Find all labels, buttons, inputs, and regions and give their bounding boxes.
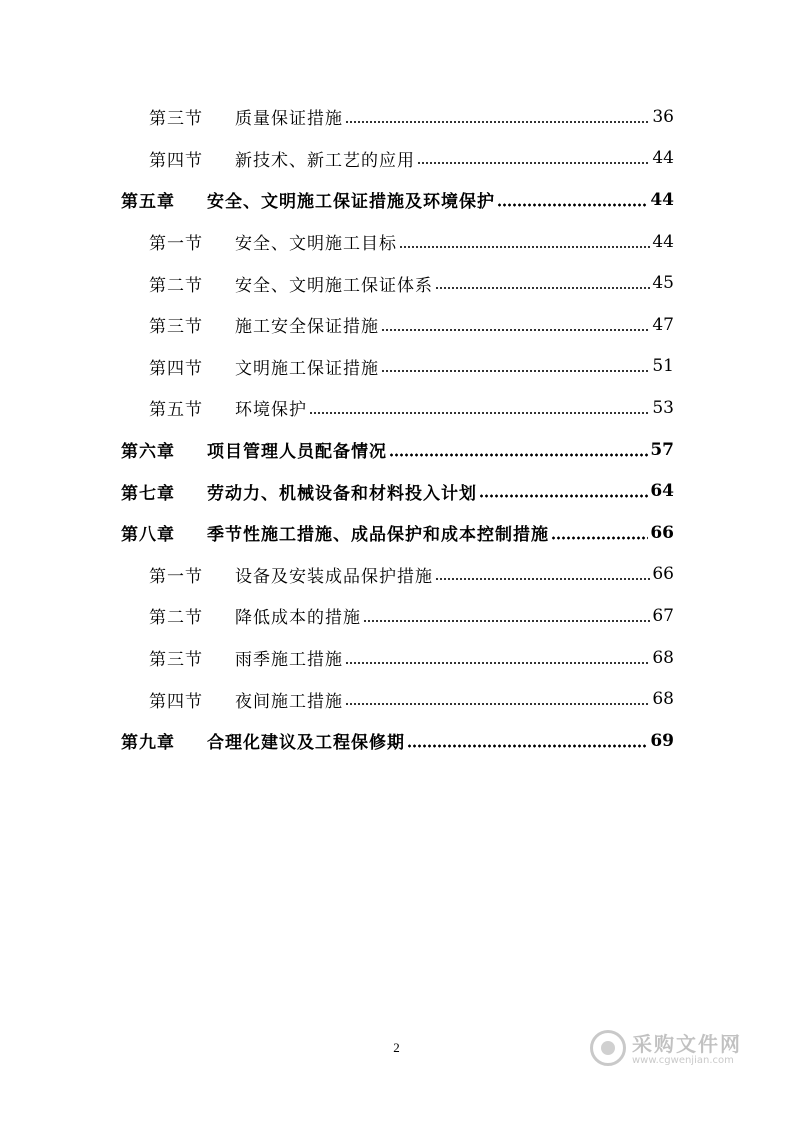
- toc-dot-leader: [497, 203, 648, 207]
- toc-entry-section[interactable]: [0, 96, 793, 138]
- toc-dot-leader: [345, 120, 650, 124]
- toc-entry-chapter[interactable]: [0, 470, 793, 512]
- toc-dot-leader: [399, 245, 650, 249]
- toc-dot-leader: [435, 577, 650, 581]
- toc-entry-page: 64: [650, 481, 674, 502]
- toc-entry-number: 第三节: [149, 650, 203, 671]
- toc-dot-leader: [551, 536, 648, 540]
- toc-entry-page: 69: [650, 730, 674, 751]
- toc-entry-page: 66: [650, 522, 674, 543]
- toc-entry-title: 新技术、新工艺的应用: [235, 150, 415, 171]
- toc-dot-leader: [407, 744, 648, 748]
- toc-entry-title: 雨季施工措施: [235, 650, 343, 671]
- toc-dot-leader: [417, 161, 650, 165]
- toc-dot-leader: [381, 328, 650, 332]
- toc-entry-section[interactable]: [0, 637, 793, 679]
- watermark-name: 采购文件网: [632, 1032, 742, 1056]
- table-of-contents: [0, 96, 793, 762]
- watermark-logo-icon: [590, 1030, 626, 1066]
- toc-entry-page: 53: [652, 397, 674, 418]
- toc-entry-page: 47: [652, 314, 674, 335]
- toc-entry-section[interactable]: [0, 346, 793, 388]
- toc-entry-page: 68: [652, 689, 674, 710]
- toc-dot-leader: [479, 494, 648, 498]
- toc-entry-number: 第五节: [149, 400, 203, 421]
- toc-entry-title: 季节性施工措施、成品保护和成本控制措施: [207, 525, 549, 546]
- toc-entry-title: 项目管理人员配备情况: [207, 442, 387, 463]
- toc-entry-title: 环境保护: [235, 400, 307, 421]
- toc-entry-section[interactable]: [0, 595, 793, 637]
- toc-entry-section[interactable]: [0, 304, 793, 346]
- toc-entry-section[interactable]: [0, 678, 793, 720]
- toc-entry-chapter[interactable]: [0, 720, 793, 762]
- toc-entry-section[interactable]: [0, 262, 793, 304]
- toc-entry-title: 安全、文明施工目标: [235, 234, 397, 255]
- toc-entry-chapter[interactable]: [0, 429, 793, 471]
- toc-entry-section[interactable]: [0, 221, 793, 263]
- toc-entry-chapter[interactable]: [0, 179, 793, 221]
- toc-entry-number: 第四节: [149, 150, 203, 171]
- toc-entry-title: 降低成本的措施: [235, 608, 361, 629]
- toc-entry-number: 第七章: [121, 483, 175, 504]
- toc-entry-page: 44: [652, 231, 674, 252]
- toc-dot-leader: [363, 619, 650, 623]
- toc-entry-number: 第一节: [149, 234, 203, 255]
- toc-dot-leader: [345, 661, 650, 665]
- toc-entry-title: 劳动力、机械设备和材料投入计划: [207, 483, 477, 504]
- watermark: [590, 1026, 750, 1076]
- toc-entry-number: 第三节: [149, 317, 203, 338]
- toc-entry-section[interactable]: [0, 387, 793, 429]
- toc-dot-leader: [345, 702, 650, 706]
- toc-entry-page: 51: [652, 356, 674, 377]
- toc-entry-number: 第四节: [149, 358, 203, 379]
- page-number: 2: [393, 1040, 400, 1055]
- toc-entry-title: 安全、文明施工保证措施及环境保护: [207, 192, 495, 213]
- toc-entry-number: 第八章: [121, 525, 175, 546]
- toc-dot-leader: [389, 453, 648, 457]
- toc-entry-title: 设备及安装成品保护措施: [235, 566, 433, 587]
- toc-entry-number: 第四节: [149, 691, 203, 712]
- toc-entry-number: 第二节: [149, 275, 203, 296]
- toc-entry-number: 第六章: [121, 442, 175, 463]
- toc-entry-title: 文明施工保证措施: [235, 358, 379, 379]
- watermark-url: www.cgwenjian.com: [632, 1055, 734, 1066]
- toc-entry-chapter[interactable]: [0, 512, 793, 554]
- toc-entry-title: 夜间施工措施: [235, 691, 343, 712]
- toc-entry-page: 44: [650, 189, 674, 210]
- toc-entry-page: 36: [652, 106, 674, 127]
- toc-entry-number: 第二节: [149, 608, 203, 629]
- toc-entry-section[interactable]: [0, 554, 793, 596]
- toc-entry-title: 施工安全保证措施: [235, 317, 379, 338]
- toc-dot-leader: [309, 411, 650, 415]
- toc-entry-title: 合理化建议及工程保修期: [207, 733, 405, 754]
- toc-entry-title: 安全、文明施工保证体系: [235, 275, 433, 296]
- toc-entry-section[interactable]: [0, 138, 793, 180]
- toc-entry-title: 质量保证措施: [235, 109, 343, 130]
- toc-entry-page: 44: [652, 148, 674, 169]
- toc-entry-page: 57: [650, 439, 674, 460]
- toc-entry-number: 第三节: [149, 109, 203, 130]
- toc-entry-page: 67: [652, 605, 674, 626]
- toc-entry-number: 第五章: [121, 192, 175, 213]
- toc-entry-page: 66: [652, 564, 674, 585]
- toc-entry-number: 第九章: [121, 733, 175, 754]
- toc-entry-number: 第一节: [149, 566, 203, 587]
- toc-dot-leader: [435, 286, 650, 290]
- toc-entry-page: 45: [652, 273, 674, 294]
- toc-entry-page: 68: [652, 647, 674, 668]
- toc-dot-leader: [381, 369, 650, 373]
